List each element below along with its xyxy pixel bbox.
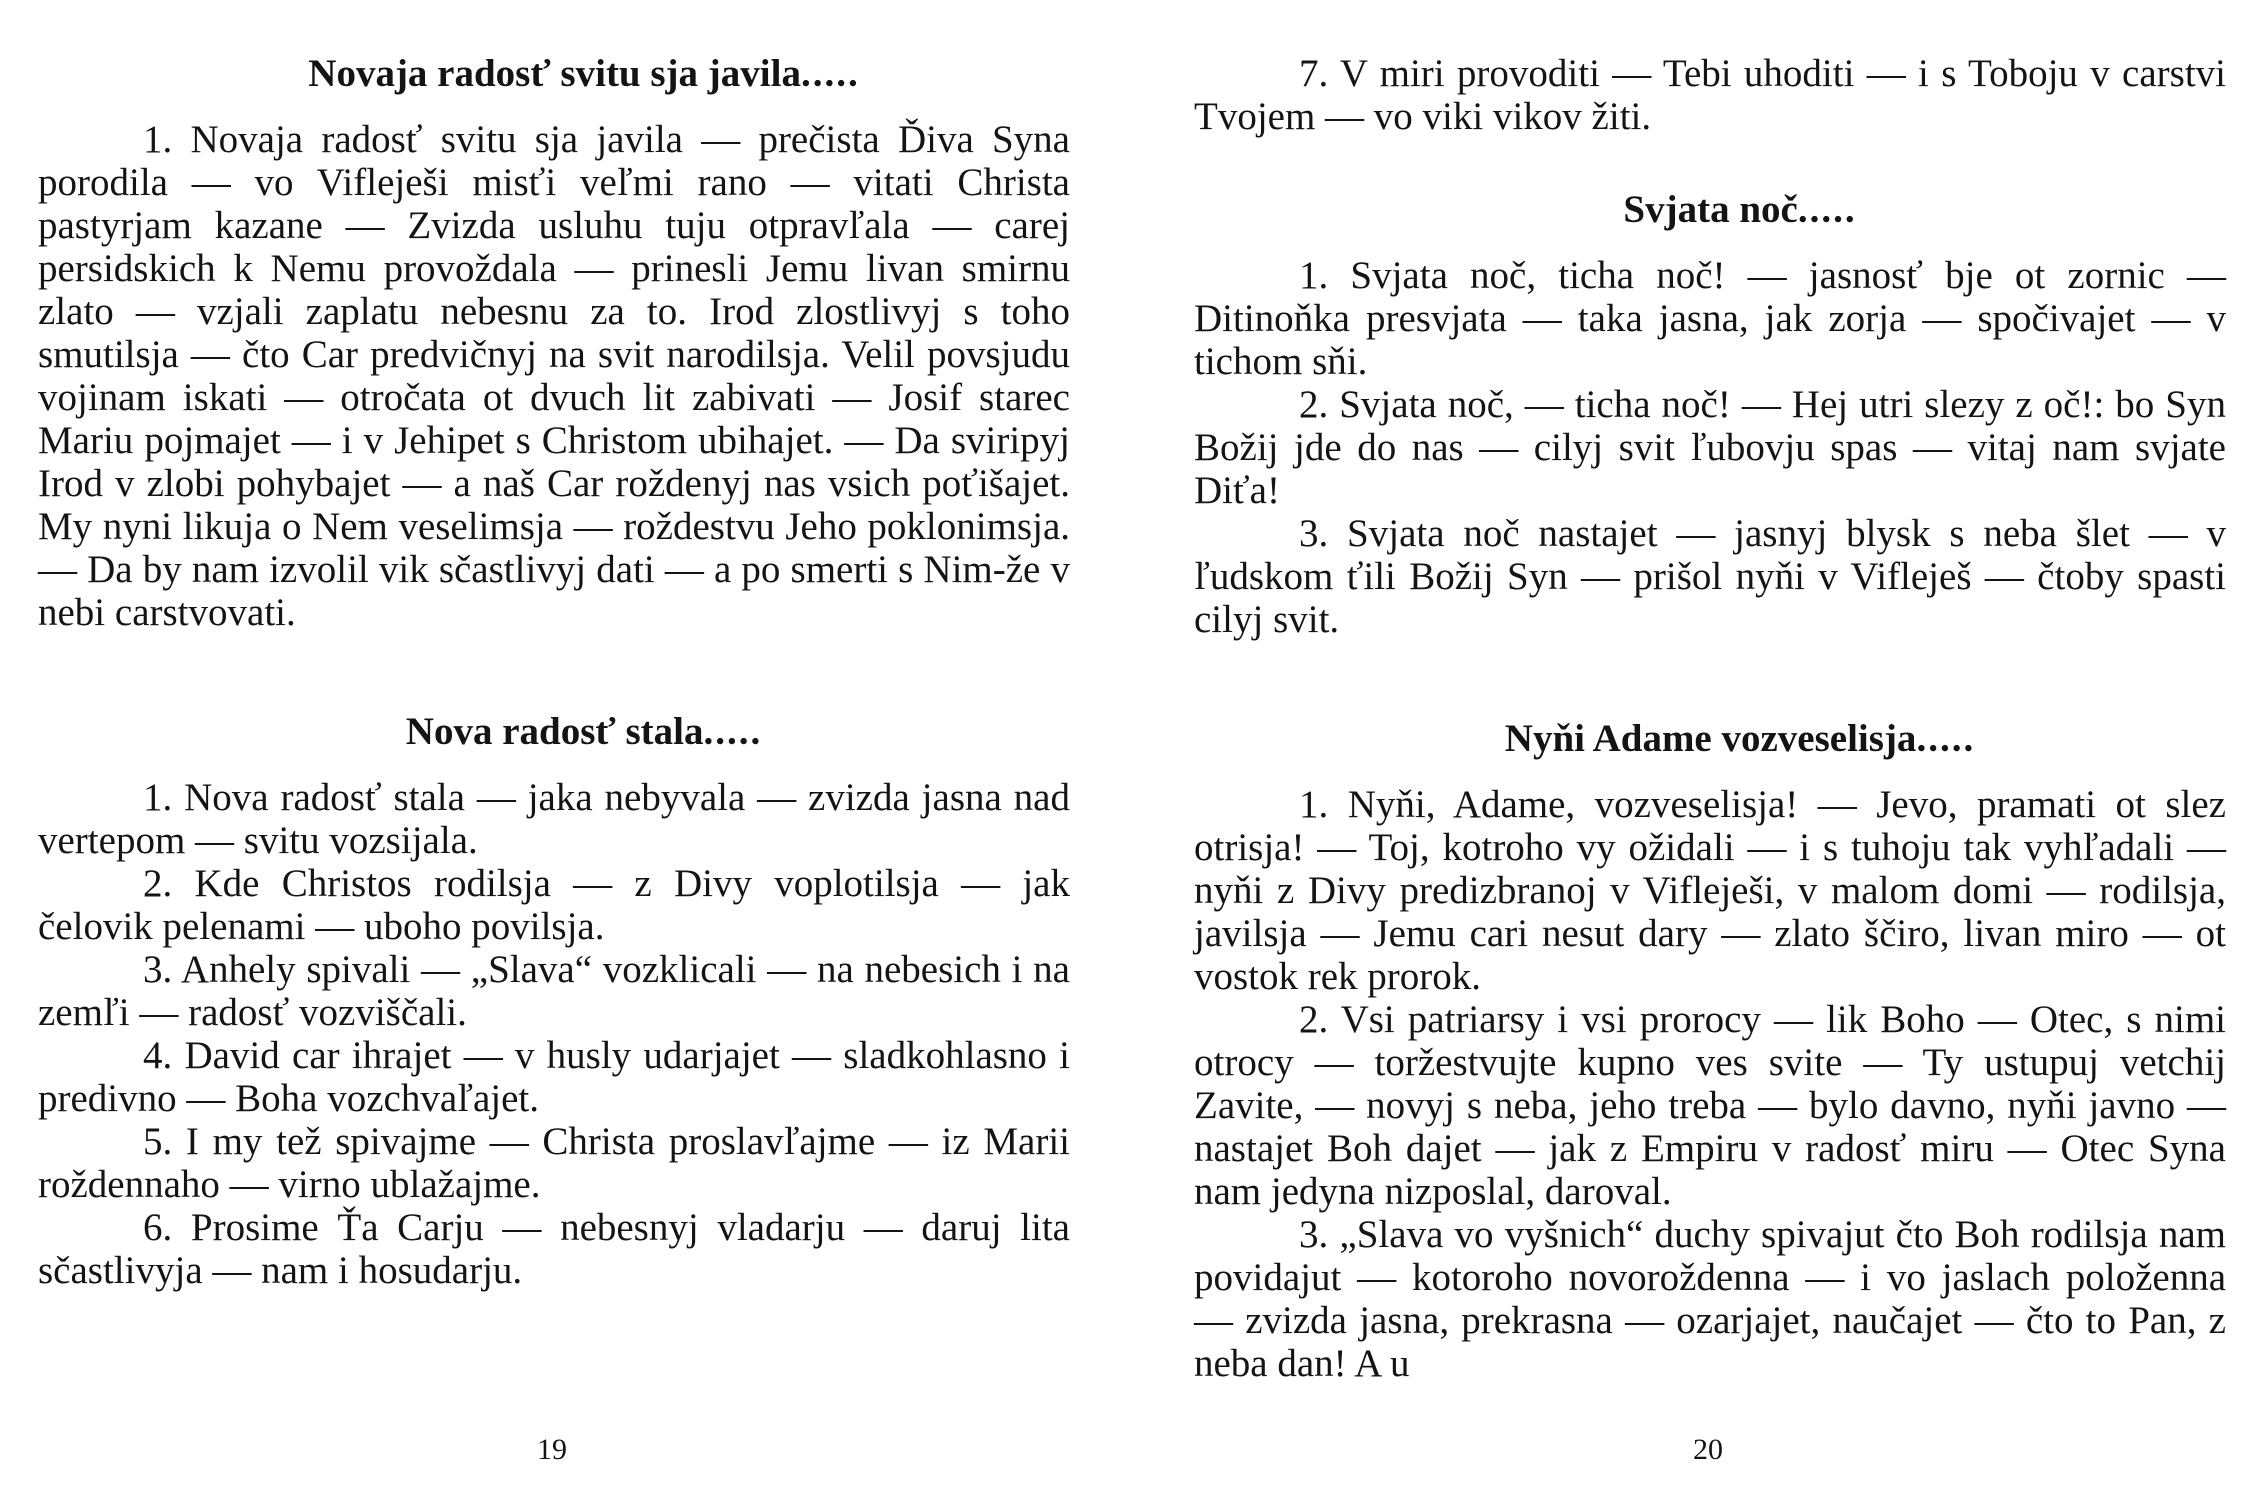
verse: 3. Anhely spivali — „Slava“ vozklicali — na nebesich i na zemľi — radosť vozviščali. <box>38 948 1070 1034</box>
hymn-nova-radost <box>38 710 1070 1292</box>
left-column <box>38 52 1070 1292</box>
verse: 2. Vsi patriarsy i vsi proroсy — lik Boho — Otec, s nimi otrocy — toržestvujte kupno ves svite — Ty ustupuj vetchij Zavite, — novyj s neba, jeho treba — bylo davno, nyňi javno — nastajet Boh dajet — jak z Empiru v radosť miru — Otec Syna nam jedyna nizposlal, daroval. <box>1194 998 2226 1213</box>
page-number: 19 <box>537 1433 567 1466</box>
verse: 3. Svjata noč nastajet — jasnyj blysk s neba šlet — v ľudskom ťili Božij Syn — prišol nyňi v Vifleješ — čtoby spasti cilyj svit. <box>1194 512 2226 641</box>
verse: 1. Svjata noč, ticha noč! — jasnosť bje ot zornic — Ditinoňka presvjata — taka jasna, jak zorja — spočivajet — v tichom sňi. <box>1194 254 2226 383</box>
hymn-continuation <box>1194 52 2226 138</box>
title-dots: ..... <box>800 52 860 95</box>
verse: 3. „Slava vo vyšnich“ duchy spivajut čto Boh rodilsja nam povidajut — kotoroho novoroždenna — i vo jaslach položenna — zvizda jasna, prekrasna — ozarjajet, naučajet — čto to Pan, z neba dan! A u <box>1194 1213 2226 1385</box>
verse: 1. Nyňi, Adame, vozveselisja! — Jevo, pramati ot slez otrisja! — Toj, kotroho vy ožidali — i s tuhoju tak vyhľadali — nyňi z Divy predizbranoj v Vifleješi, v malom domi — rodilsja, javilsja — Jemu cari nesut dary — zlato ščiro, livan miro — ot vostok rek prorok. <box>1194 783 2226 998</box>
right-column <box>1194 52 2226 1385</box>
hymn-title-text: Svjata noč <box>1623 188 1798 231</box>
hymn-title-text: Nyňi Adame vozveselisja <box>1504 717 1917 760</box>
verse: 5. I my tež spivajme — Christa proslavľajme — iz Marii roždennaho — virno ublažajme. <box>38 1120 1070 1206</box>
verse: 2. Kde Christos rodilsja — z Divy voplotilsja — jak čelovik pelenami — uboho povilsja. <box>38 862 1070 948</box>
hymn-title <box>38 710 1070 754</box>
hymn-svjata-noc <box>1194 188 2226 641</box>
hymn-title-text: Nova radosť stala <box>405 710 704 753</box>
verse-continuation: 7. V miri provoditi — Tebi uhoditi — i s Toboju v carstvi Tvojem — vo viki vikov žiti. <box>1194 52 2226 138</box>
verse: 4. David car ihrajet — v husly udarjajet — sladkohlasno i predivno — Boha vozchvaľajet. <box>38 1034 1070 1120</box>
title-dots: ..... <box>703 710 763 753</box>
verse: 6. Prosime Ťa Carju — nebesnyj vladarju — daruj lita sčastlivyja — nam i hosudarju. <box>38 1206 1070 1292</box>
title-dots: ..... <box>1797 188 1857 231</box>
hymn-title-text: Novaja radosť svitu sja javila <box>308 52 801 95</box>
right-page <box>1128 0 2256 1500</box>
hymn-nyni-adame <box>1194 717 2226 1385</box>
title-dots: ..... <box>1916 717 1976 760</box>
hymn-title <box>1194 188 2226 232</box>
hymn-title <box>1194 717 2226 761</box>
page-number: 20 <box>1693 1433 1723 1466</box>
verse: 1. Nova radosť stala — jaka nebyvala — zvizda jasna nad vertepom — svitu vozsijala. <box>38 776 1070 862</box>
verse: 1. Novaja radosť svitu sja javila — prečista Ďiva Syna porodila — vo Vifleješi misťi veľmi rano — vitati Christa pastyrjam kazane — Zvizda usluhu tuju otpravľala — carej persidskich k Nemu provoždala — prinesli Jemu livan smirnu zlato — vzjali zaplatu nebesnu za to. Irod zlostlivyj s toho smutilsja — čto Car predvičnyj na svit narodilsja. Velil povsjudu vojinam iskati — otročata ot dvuch lit zabivati — Josif starec Mariu pojmajet — i v Jehipet s Christom ubihajet. — Da sviripyj Irod v zlobi pohybajet — a naš Car roždenyj nas vsich poťišajet. My nyni likuja o Nem veselimsja — roždestvu Jeho poklonimsja. — Da by nam izvolil vik sčastlivyj dati — a po smerti s Nim-že v nebi carstvovati. <box>38 118 1070 634</box>
hymn-novaja-radost <box>38 52 1070 634</box>
verse: 2. Svjata noč, — ticha noč! — Hej utri slezy z oč!: bo Syn Božij jde do nas — cilyj svit ľubovju spas — vitaj nam svjate Diťa! <box>1194 383 2226 512</box>
hymn-title <box>38 52 1070 96</box>
